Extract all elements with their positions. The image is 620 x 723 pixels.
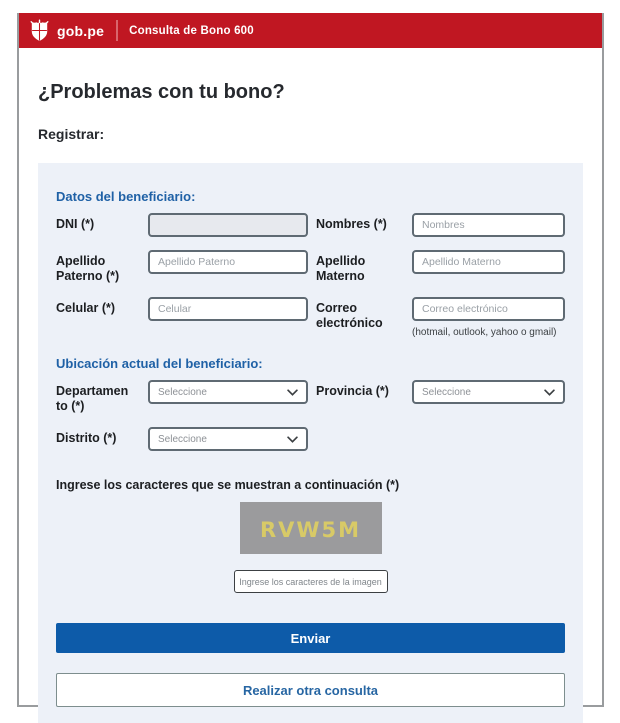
departamento-label: Departamento (*) <box>56 384 129 413</box>
form-row-celular-correo <box>56 297 565 340</box>
celular-label: Celular (*) <box>56 301 116 315</box>
enviar-button[interactable]: Enviar <box>56 623 565 653</box>
correo-note: (hotmail, outlook, yahoo o gmail) <box>412 327 557 338</box>
distrito-select[interactable] <box>148 427 308 451</box>
provincia-label: Provincia (*) <box>316 384 389 398</box>
correo-label: Correo electrónico <box>316 301 383 330</box>
header-app-title: Consulta de Bono 600 <box>129 24 254 37</box>
form-row-apellidos <box>56 250 565 284</box>
captcha-instruction-label: Ingrese los caracteres que se muestran a continuación (*) <box>56 478 400 492</box>
gov-header-bar <box>19 13 602 48</box>
chevron-down-icon <box>287 436 298 443</box>
departamento-select-value: Seleccione <box>158 386 207 398</box>
page-title: ¿Problemas con tu bono? <box>38 81 285 103</box>
captcha-image <box>240 502 382 554</box>
realizar-otra-consulta-button[interactable]: Realizar otra consulta <box>56 673 565 707</box>
header-divider <box>116 20 118 41</box>
nombres-input[interactable] <box>412 213 565 237</box>
provincia-select-value: Seleccione <box>422 386 471 398</box>
dni-label: DNI (*) <box>56 217 95 231</box>
apellido-paterno-label: Apellido Paterno (*) <box>56 254 120 283</box>
dni-input[interactable] <box>148 213 308 237</box>
chevron-down-icon <box>544 389 555 396</box>
section-heading-beneficiary: Datos del beneficiario: <box>56 189 196 204</box>
captcha-code-text: RVW5M <box>259 518 362 542</box>
provincia-select[interactable] <box>412 380 565 404</box>
correo-input[interactable] <box>412 297 565 321</box>
peru-coat-of-arms-icon <box>29 19 50 42</box>
gobpe-brand-logo[interactable]: gob.pe <box>57 22 105 39</box>
distrito-label: Distrito (*) <box>56 431 117 445</box>
section-heading-location: Ubicación actual del beneficiario: <box>56 356 263 371</box>
apellido-materno-input[interactable] <box>412 250 565 274</box>
browser-page-container <box>17 13 604 707</box>
captcha-input[interactable] <box>234 570 388 593</box>
chevron-down-icon <box>287 389 298 396</box>
registration-form-panel <box>38 163 583 723</box>
form-row-dni-nombres <box>56 213 565 237</box>
apellido-materno-label: Apellido Materno <box>316 254 366 283</box>
apellido-paterno-input[interactable] <box>148 250 308 274</box>
form-row-departamento-provincia <box>56 380 565 414</box>
form-row-distrito <box>56 427 565 451</box>
departamento-select[interactable] <box>148 380 308 404</box>
nombres-label: Nombres (*) <box>316 217 387 231</box>
page-subtitle: Registrar: <box>38 126 105 142</box>
celular-input[interactable] <box>148 297 308 321</box>
distrito-select-value: Seleccione <box>158 433 207 445</box>
